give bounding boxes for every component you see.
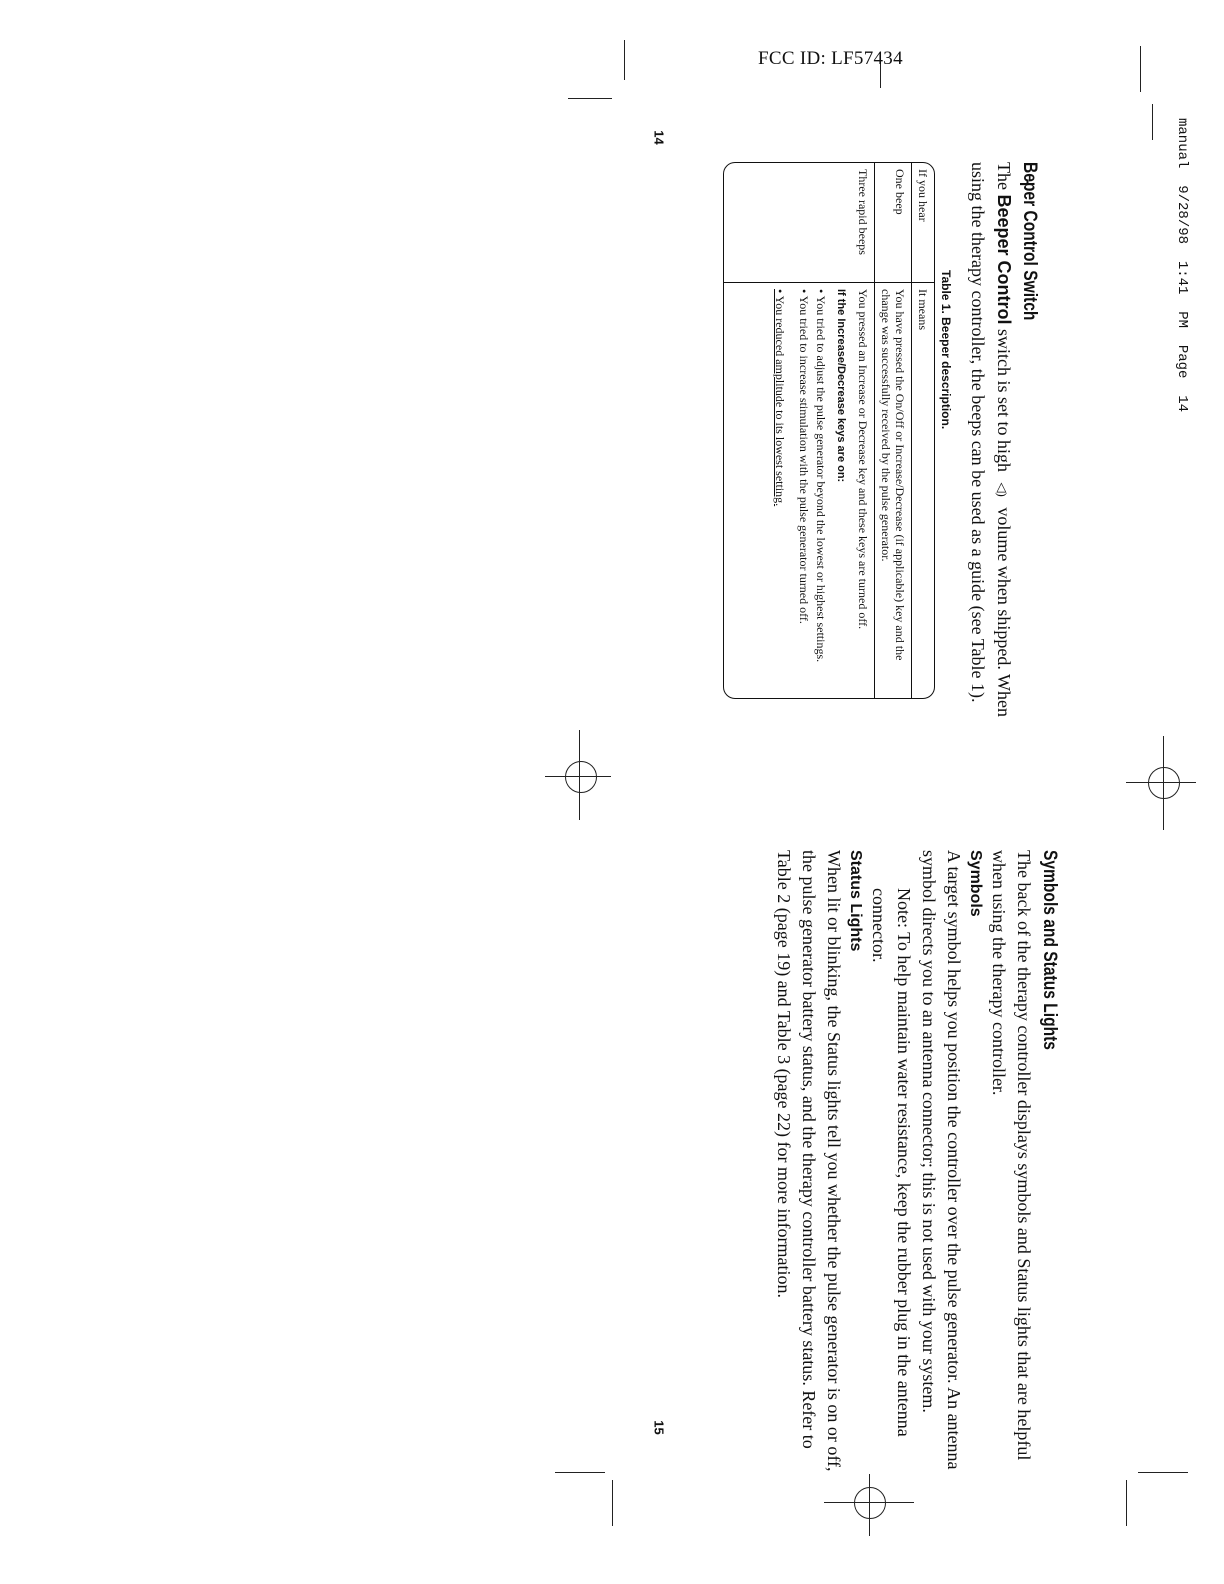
page-15 — [771, 850, 1060, 1490]
print-slug: manual 9/28/98 1:41 PM Page 14 — [1174, 118, 1190, 413]
symbols-status-heading: Symbols and Status Lights — [1039, 850, 1060, 1050]
status-lights-heading: Status Lights — [847, 850, 864, 952]
fcc-id: FCC ID: LF57434 — [758, 48, 903, 69]
list-item: • You tried to adjust the pulse generator beyond the lowest or highest settings. — [814, 289, 828, 663]
crop-mark — [624, 40, 625, 80]
crop-mark — [555, 1472, 605, 1473]
crop-mark — [1138, 1472, 1188, 1473]
table-cell: You have pressed the On/Off or Increase/Decrease (if applicable) key and the change was successfully received by the pulse generator. — [879, 289, 907, 661]
table-row — [874, 163, 911, 698]
table-cell-text: You pressed an Increase or Decrease key and these keys are turned off. — [856, 289, 870, 630]
crop-mark — [1152, 104, 1153, 140]
registration-mark — [1148, 767, 1180, 799]
crop-mark — [1140, 46, 1141, 92]
table-caption: Table 1. Beeper description. — [939, 270, 953, 430]
crop-mark — [612, 1480, 613, 1526]
table-cell — [724, 283, 874, 698]
crop-mark — [568, 98, 612, 99]
table-row — [724, 163, 874, 698]
registration-mark — [565, 761, 597, 793]
beeper-intro-part3: volume when shipped. When using the therapy controller, the beeps can be used as a guide (see Table 1). — [968, 162, 1014, 717]
status-lights-text: When lit or blinking, the Status lights tell you whether the pulse generator is on or off, the pulse generator battery status, and the therapy controller battery status. Refer to Table 2 (page 19) and Table 3 (page 22) for more information. — [774, 850, 844, 1472]
list-item: • You reduced amplitude to its lowest setting. — [773, 289, 787, 507]
beeper-table — [723, 162, 935, 699]
page-number-14: 14 — [651, 130, 667, 145]
table-header-row — [911, 163, 934, 698]
table-subheading: If the Increase/Decrease keys are on: — [835, 289, 847, 483]
antenna-note: Note: To help maintain water resistance, keep the rubber plug in the antenna connector. — [869, 888, 914, 1437]
beeper-heading: Be̵per Control Switch — [1019, 162, 1040, 321]
table-cell: Three rapid beeps — [724, 163, 874, 283]
table-cell: One beep — [875, 163, 911, 283]
page-number-15: 15 — [651, 1420, 667, 1435]
registration-mark — [854, 1487, 886, 1519]
symbols-heading: Symbols — [967, 850, 984, 917]
beeper-control-term: Beeper Control — [994, 194, 1014, 325]
beeper-intro-part1: The — [994, 162, 1014, 195]
list-item: • You tried to increase stimulation with the pulse generator turned off. — [797, 289, 811, 624]
crop-mark — [1126, 1480, 1127, 1526]
column-header: It means — [916, 289, 930, 330]
beeper-intro — [965, 162, 1016, 722]
symbols-status-intro: The back of the therapy controller displays symbols and Status lights that are helpful when using the therapy controller. — [989, 850, 1034, 1461]
volume-icon: ◁) — [995, 482, 1010, 497]
page-14 — [723, 162, 1040, 722]
symbols-text: A target symbol helps you position the controller over the pulse generator. An antenna symbol directs you to an antenna connector; this is not used with your system. — [919, 850, 964, 1470]
beeper-intro-part2: switch is set to high — [994, 324, 1014, 477]
column-header: If you hear — [912, 163, 934, 283]
